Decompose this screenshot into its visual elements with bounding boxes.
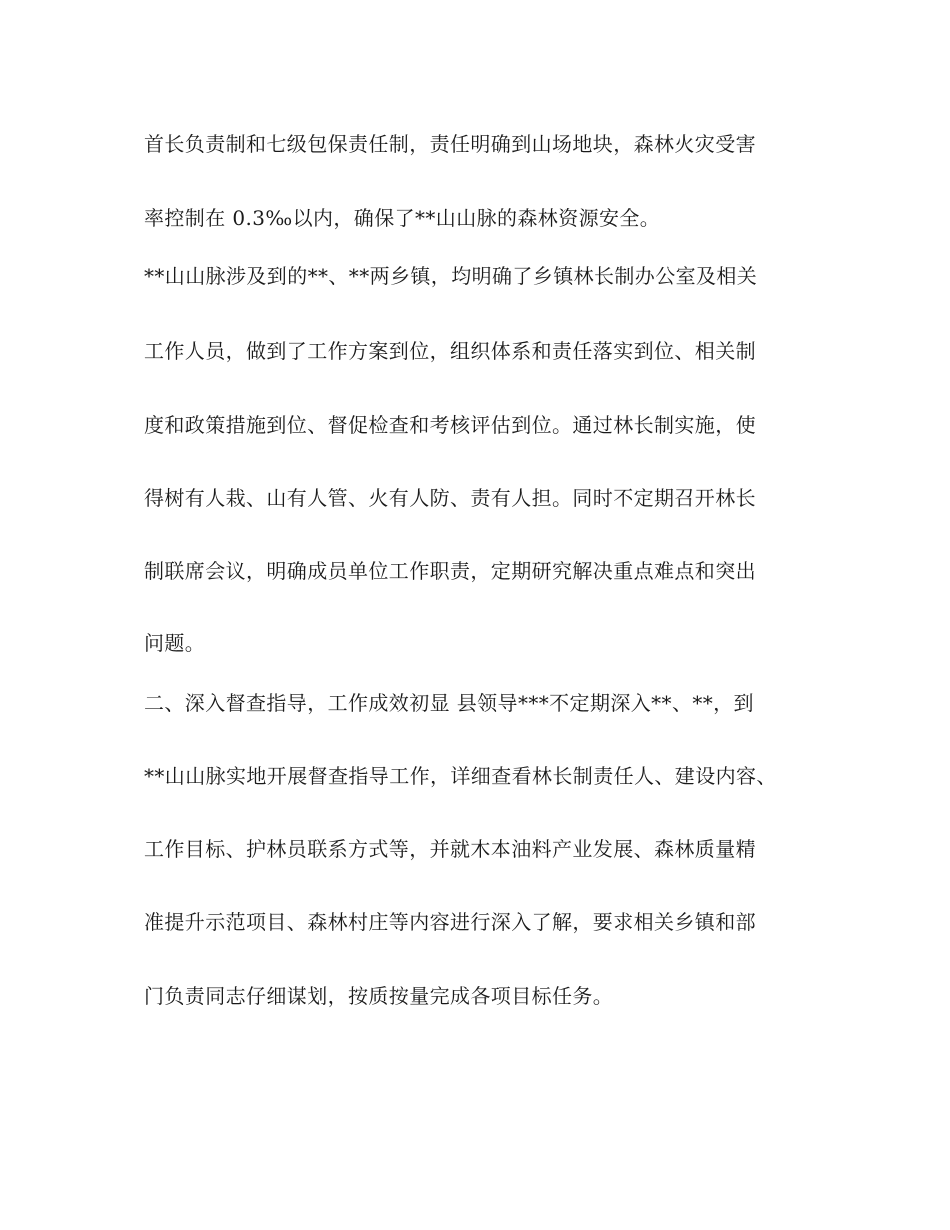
text-line: **山山脉实地开展督查指导工作，详细查看林长制责任人、建设内容、 bbox=[144, 764, 777, 788]
text-line: 度和政策措施到位、督促检查和考核评估到位。通过林长制实施，使 bbox=[144, 413, 756, 437]
text-line: 制联席会议，明确成员单位工作职责，定期研究解决重点难点和突出 bbox=[144, 559, 756, 583]
text-line: 问题。 bbox=[144, 631, 206, 655]
text-line: 首长负责制和七级包保责任制，责任明确到山场地块，森林火灾受害 bbox=[144, 132, 756, 156]
text-line: **山山脉涉及到的**、**两乡镇，均明确了乡镇林长制办公室及相关 bbox=[144, 264, 758, 288]
text-line: 得树有人栽、山有人管、火有人防、责有人担。同时不定期召开林长 bbox=[144, 486, 756, 510]
text-line: 二、深入督查指导，工作成效初显 县领导***不定期深入**、**，到 bbox=[144, 691, 754, 715]
text-line: 准提升示范项目、森林村庄等内容进行深入了解，要求相关乡镇和部 bbox=[144, 910, 756, 934]
text-line: 工作人员，做到了工作方案到位，组织体系和责任落实到位、相关制 bbox=[144, 339, 756, 363]
text-line: 工作目标、护林员联系方式等，并就木本油料产业发展、森林质量精 bbox=[144, 837, 756, 861]
text-line: 门负责同志仔细谋划，按质按量完成各项目标任务。 bbox=[144, 984, 614, 1008]
text-line: 率控制在 0.3‰以内，确保了**山山脉的森林资源安全。 bbox=[144, 206, 661, 230]
